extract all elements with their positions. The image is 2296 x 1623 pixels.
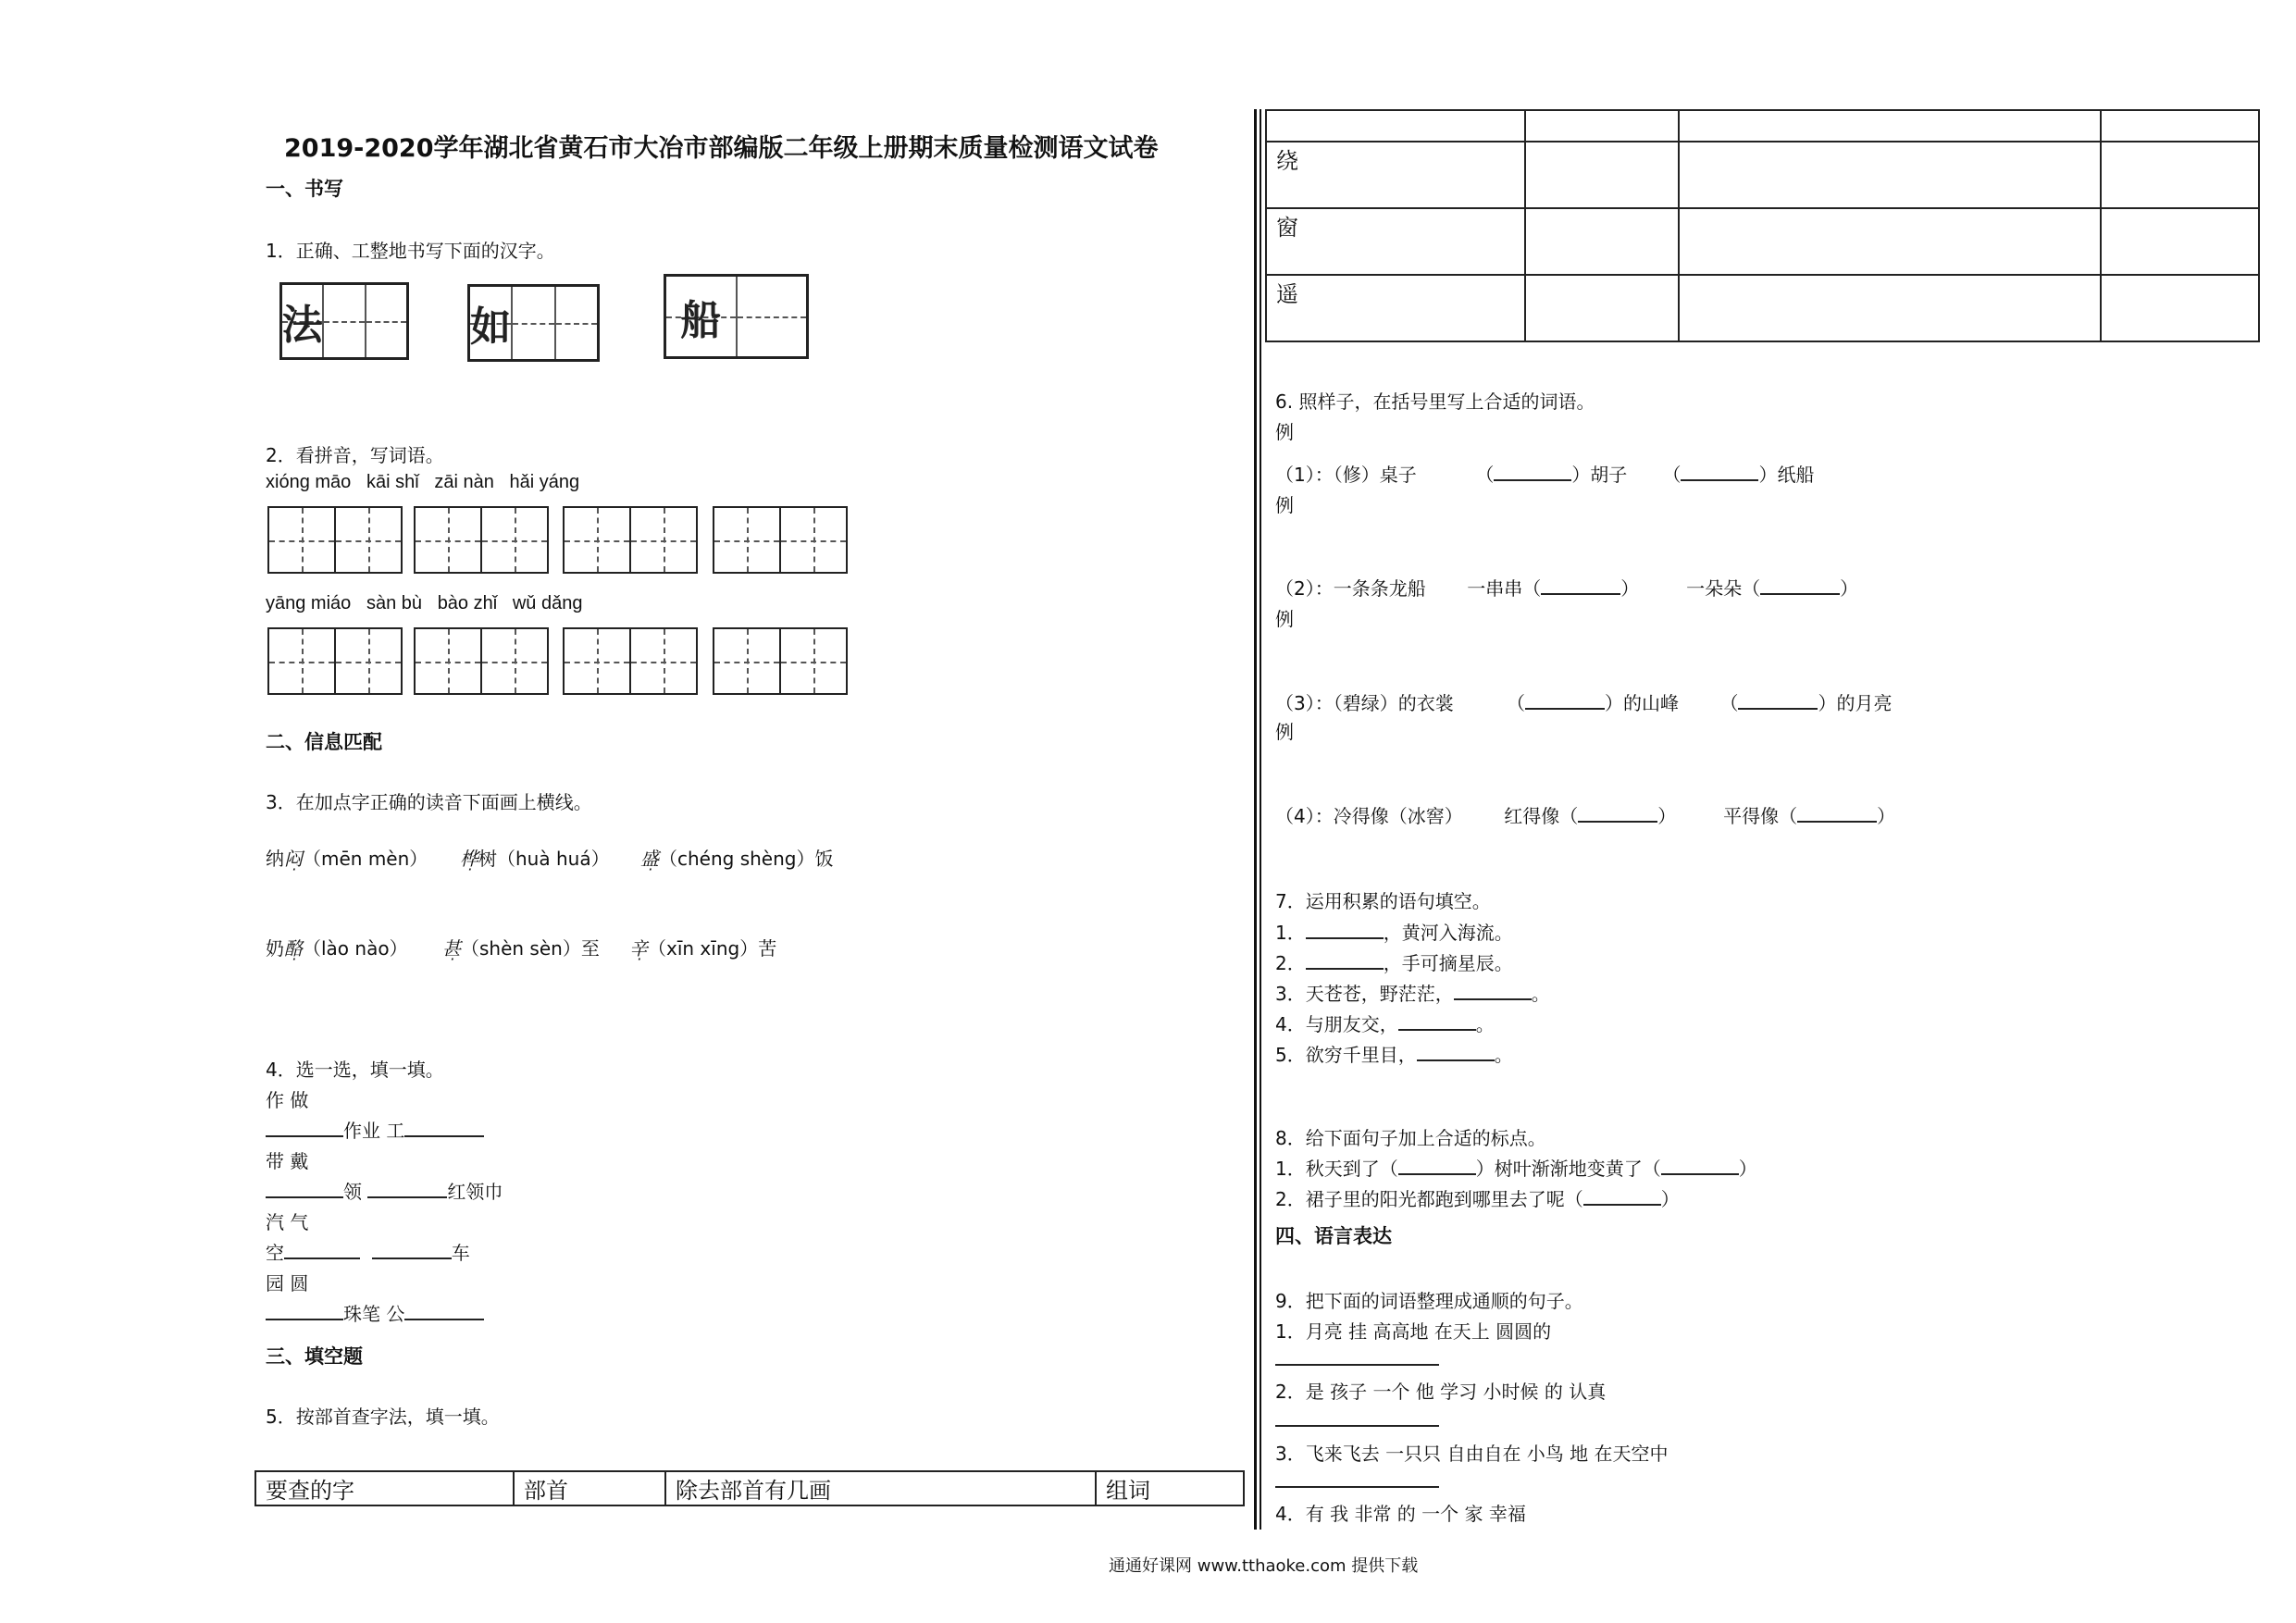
q6-li: 例 — [1275, 721, 1294, 743]
answer-cell[interactable] — [1679, 208, 2101, 275]
write-grid[interactable] — [563, 627, 698, 695]
answer-cell[interactable] — [1525, 142, 1679, 208]
q4-group-3: 汽 气 — [266, 1211, 309, 1233]
copy-grid-2 — [467, 284, 600, 362]
write-grid[interactable] — [267, 627, 403, 695]
q3-item: 奶酪（lào nào） — [266, 937, 408, 960]
col-header: 除去部首有几画 — [665, 1471, 1096, 1505]
answer-cell[interactable] — [1525, 275, 1679, 341]
q4-group-1-answer: 作业 工 — [266, 1116, 484, 1143]
q4-group-2: 带 戴 — [266, 1150, 309, 1172]
pinyin-row-2 — [266, 593, 582, 614]
q6-text: 6. 照样子，在括号里写上合适的词语。 — [1275, 390, 1595, 413]
model-char: 船 — [680, 297, 722, 344]
q4-group-4-answer: 珠笔 公 — [266, 1299, 484, 1326]
q7-item-2: 2． ，手可摘星辰。 — [1275, 948, 1513, 975]
pinyin-4: hǎi yáng — [509, 472, 580, 492]
pinyin-row-1 — [266, 472, 579, 493]
q7-item-5: 5．欲穷千里目， 。 — [1275, 1040, 1513, 1067]
q8-text: 8．给下面句子加上合适的标点。 — [1275, 1127, 1546, 1149]
write-grid[interactable] — [414, 506, 549, 574]
section-fill: 三、填空题 — [266, 1345, 363, 1368]
q9-item-4: 4．有 我 非常 的 一个 家 幸福 — [1275, 1503, 1526, 1525]
answer-cell[interactable] — [1679, 142, 2101, 208]
q5-text: 5．按部首查字法，填一填。 — [266, 1406, 500, 1428]
q3-text: 3．在加点字正确的读音下面画上横线。 — [266, 791, 592, 813]
q7-item-4: 4．与朋友交， 。 — [1275, 1010, 1495, 1036]
pinyin-6: sàn bù — [366, 593, 423, 613]
q9-item-1: 1．月亮 挂 高高地 在天上 圆圆的 — [1275, 1320, 1552, 1343]
write-grid[interactable] — [267, 506, 403, 574]
q2-text: 2．看拼音，写词语。 — [266, 444, 444, 466]
table-row-char: 绕 — [1266, 142, 1525, 208]
answer-line[interactable] — [1275, 1486, 1439, 1488]
write-grid[interactable] — [713, 506, 848, 574]
q7-item-3: 3．天苍苍，野茫茫， 。 — [1275, 979, 1550, 1006]
column-divider — [1254, 109, 1257, 1530]
answer-line[interactable] — [1275, 1425, 1439, 1427]
footer-credit: 通通好课网 www.tthaoke.com 提供下载 — [1109, 1556, 1419, 1576]
answer-cell[interactable] — [1679, 275, 2101, 341]
answer-cell[interactable] — [2101, 208, 2259, 275]
q7-text: 7．运用积累的语句填空。 — [1275, 890, 1491, 912]
q7-item-1: 1． ，黄河入海流。 — [1275, 918, 1513, 945]
write-grid[interactable] — [414, 627, 549, 695]
q6-line-3: （3）：（碧绿）的衣裳 （ ）的山峰 （ ）的月亮 — [1275, 688, 1892, 715]
table-row-char: 窗 — [1266, 208, 1525, 275]
q1-text: 1．正确、工整地书写下面的汉字。 — [266, 240, 555, 262]
q6-li: 例 — [1275, 608, 1294, 630]
pinyin-3: zāi nàn — [434, 472, 494, 492]
page-title: 2019-2020学年湖北省黄石市大冶市部编版二年级上册期末质量检测语文试卷 — [284, 134, 1159, 163]
q8-item-1: 1．秋天到了（ ）树叶渐渐地变黄了（ ） — [1275, 1154, 1757, 1181]
col-header: 组词 — [1096, 1471, 1244, 1505]
pinyin-2: kāi shǐ — [366, 472, 419, 492]
q4-group-2-answer: 领 红领巾 — [266, 1177, 503, 1204]
pinyin-5: yāng miáo — [266, 593, 352, 613]
q6-line-4: （4）：冷得像（冰窖） 红得像（ ） 平得像（ ） — [1275, 801, 1895, 828]
pinyin-1: xióng māo — [266, 472, 352, 492]
q4-text: 4．选一选，填一填。 — [266, 1059, 444, 1081]
copy-grid-3 — [664, 274, 809, 359]
model-char: 法 — [281, 302, 323, 349]
q6-li: 例 — [1275, 494, 1294, 516]
table-row-char: 遥 — [1266, 275, 1525, 341]
radical-table-body — [1265, 109, 2260, 342]
answer-cell[interactable] — [1525, 208, 1679, 275]
section-matching: 二、信息匹配 — [266, 731, 382, 753]
q9-item-2: 2．是 孩子 一个 他 学习 小时候 的 认真 — [1275, 1381, 1607, 1403]
q3-item: 纳闷（mēn mèn） — [266, 848, 428, 870]
q9-text: 9．把下面的词语整理成通顺的句子。 — [1275, 1290, 1583, 1312]
column-divider-inner — [1260, 109, 1261, 1530]
copy-grid-1 — [279, 282, 409, 360]
model-char: 如 — [470, 304, 512, 351]
q3-item: 盛（chéng shèng）饭 — [640, 848, 834, 870]
col-header: 部首 — [514, 1471, 665, 1505]
section-writing: 一、书写 — [266, 178, 343, 200]
write-grid[interactable] — [563, 506, 698, 574]
q3-item: 辛（xīn xīng）苦 — [629, 937, 777, 960]
pinyin-8: wǔ dǎng — [512, 593, 583, 613]
answer-cell[interactable] — [2101, 142, 2259, 208]
radical-table-header — [254, 1470, 1245, 1506]
write-grid[interactable] — [713, 627, 848, 695]
q4-group-1: 作 做 — [266, 1089, 309, 1111]
q8-item-2: 2．裙子里的阳光都跑到哪里去了呢（ ） — [1275, 1184, 1680, 1211]
q3-item: 甚（shèn sèn）至 — [442, 937, 600, 960]
q9-item-3: 3．飞来飞去 一只只 自由自在 小鸟 地 在天空中 — [1275, 1443, 1669, 1465]
q4-group-4: 园 圆 — [266, 1272, 309, 1295]
q3-item: 桦树（huà huá） — [460, 848, 610, 870]
q4-group-3-answer: 空 车 — [266, 1238, 470, 1265]
section-expression: 四、语言表达 — [1275, 1225, 1392, 1247]
answer-cell[interactable] — [2101, 275, 2259, 341]
q6-line-2: （2）：一条条龙船 一串串（ ） 一朵朵（ ） — [1275, 574, 1858, 601]
q6-li: 例 — [1275, 421, 1294, 443]
pinyin-7: bào zhǐ — [437, 593, 498, 613]
q6-line-1: （1）：（修）桌子 （ ）胡子 （ ）纸船 — [1275, 460, 1814, 487]
answer-line[interactable] — [1275, 1364, 1439, 1366]
col-header: 要查的字 — [255, 1471, 514, 1505]
